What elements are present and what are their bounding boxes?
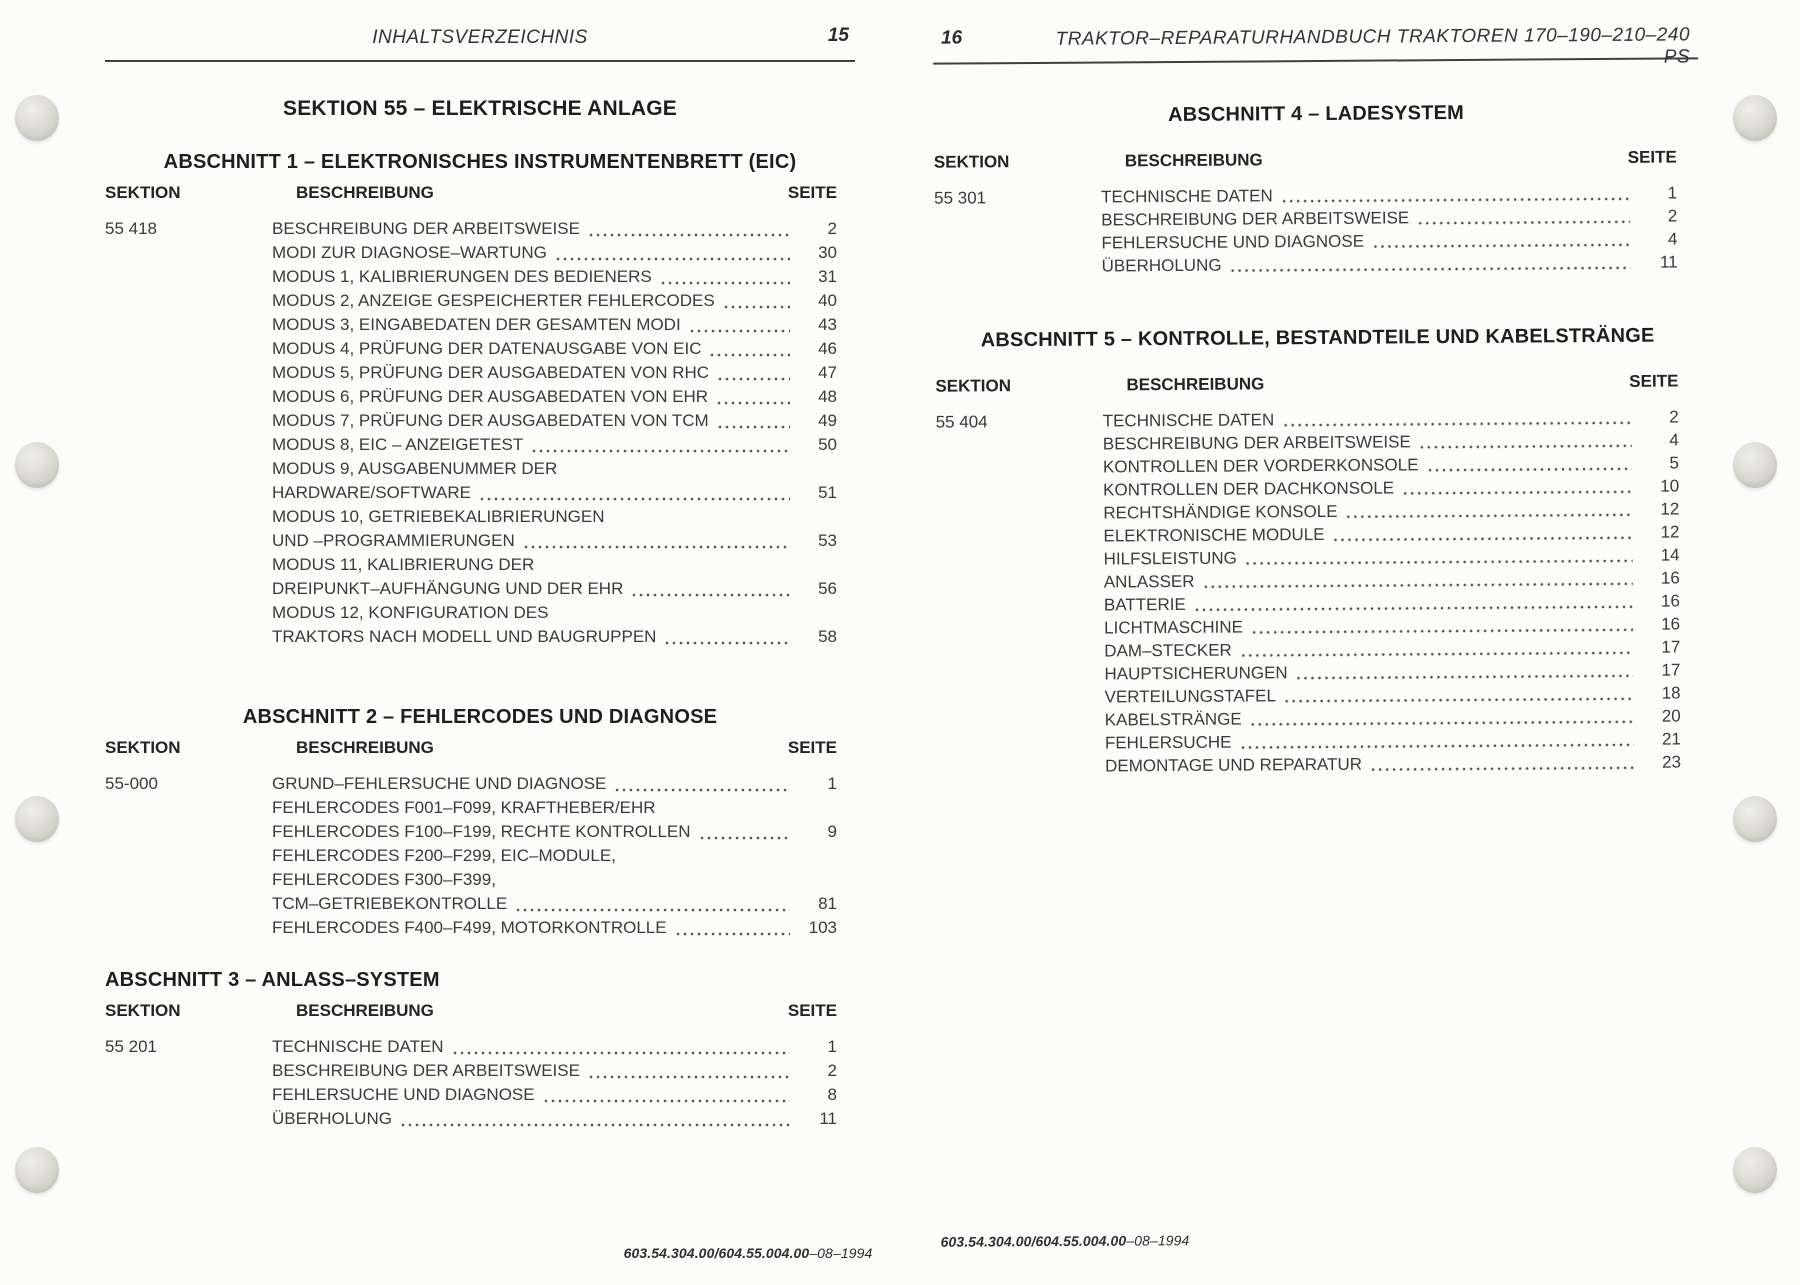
toc-row xyxy=(105,481,855,505)
toc-entry-text: GRUND–FEHLERSUCHE UND DIAGNOSE xyxy=(272,774,607,793)
column-header-beschreibung: BESCHREIBUNG xyxy=(1126,374,1265,395)
toc-entry-text: DEMONTAGE UND REPARATUR xyxy=(1105,754,1363,776)
dot-leader xyxy=(1195,604,1633,613)
toc-entry-text: KONTROLLEN DER VORDERKONSOLE xyxy=(1102,455,1419,477)
dot-leader xyxy=(544,1098,790,1104)
toc-entry-text: BESCHREIBUNG DER ARBEITSWEISE xyxy=(272,1061,580,1080)
toc-entry-text: LICHTMASCHINE xyxy=(1104,617,1244,638)
dot-leader xyxy=(717,400,790,406)
section-code: 55 301 xyxy=(934,188,987,208)
dot-leader xyxy=(1285,696,1634,704)
toc-entry-text: DAM–STECKER xyxy=(1104,640,1232,661)
column-header-beschreibung: BESCHREIBUNG xyxy=(296,738,434,757)
section-code xyxy=(936,518,1103,519)
toc-rows xyxy=(936,405,1704,778)
dot-leader xyxy=(1252,627,1633,636)
column-header-seite: SEITE xyxy=(1629,371,1679,391)
section-code xyxy=(936,496,1103,497)
column-header-sektion: SEKTION xyxy=(935,376,1012,396)
section-title: ABSCHNITT 1 – ELEKTRONISCHES INSTRUMENTENBRETT (EIC) xyxy=(163,151,797,173)
toc-section xyxy=(105,705,855,940)
dot-leader xyxy=(1334,535,1633,543)
toc-entry-text: FEHLERSUCHE UND DIAGNOSE xyxy=(1101,231,1365,253)
section-code xyxy=(938,725,1105,726)
toc-row xyxy=(105,289,855,313)
running-head: TRAKTOR–REPARATURHANDBUCH TRAKTOREN 170–190–210–240 PS xyxy=(1055,24,1691,68)
toc-row xyxy=(105,1083,855,1107)
dot-leader xyxy=(718,424,790,430)
dot-leader xyxy=(1251,719,1634,728)
page-header xyxy=(933,22,1698,68)
toc-entry-text: TECHNISCHE DATEN xyxy=(1101,186,1273,207)
toc-row xyxy=(105,577,855,601)
column-header-sektion: SEKTION xyxy=(933,152,1010,172)
toc-page-ref: 2 xyxy=(1667,206,1678,226)
toc-page-ref: 1 xyxy=(827,1037,837,1056)
toc-section xyxy=(105,968,855,1131)
toc-entry-text: MODUS 3, EINGABEDATEN DER GESAMTEN MODI xyxy=(272,315,681,334)
toc-page-ref: 2 xyxy=(827,219,837,238)
section-code: 55 418 xyxy=(105,219,157,238)
toc-entry-text: VERTEILUNGSTAFEL xyxy=(1104,686,1276,707)
toc-sections-right xyxy=(933,99,1703,778)
toc-page-ref: 16 xyxy=(1660,591,1680,611)
toc-row xyxy=(105,409,855,433)
toc-row xyxy=(105,385,855,409)
toc-page-ref: 8 xyxy=(827,1085,837,1104)
section-code xyxy=(938,748,1105,749)
toc-page-ref: 103 xyxy=(808,918,837,937)
toc-page-ref: 11 xyxy=(819,1109,837,1128)
toc-entry-text: KABELSTRÄNGE xyxy=(1104,709,1242,730)
dot-leader xyxy=(710,352,790,358)
toc-row xyxy=(105,868,855,892)
column-header-beschreibung: BESCHREIBUNG xyxy=(296,183,434,202)
section-code: 55 404 xyxy=(935,412,988,432)
toc-entry-text: FEHLERSUCHE xyxy=(1104,732,1232,753)
toc-entry-text: FEHLERCODES F400–F499, MOTORKONTROLLE xyxy=(272,918,667,937)
section-code xyxy=(936,473,1103,474)
toc-page-ref: 53 xyxy=(818,531,837,550)
column-header-sektion: SEKTION xyxy=(105,183,181,202)
column-headers xyxy=(105,738,855,758)
toc-rows xyxy=(105,1035,855,1131)
toc-entry-text: ÜBERHOLUNG xyxy=(1101,255,1222,276)
toc-entry-text: FEHLERCODES F300–F399, xyxy=(272,870,496,889)
column-header-beschreibung: BESCHREIBUNG xyxy=(1124,150,1263,171)
toc-row xyxy=(105,1035,855,1059)
toc-row xyxy=(105,796,855,820)
toc-entry-text: MODUS 8, EIC – ANZEIGETEST xyxy=(272,435,524,454)
toc-row xyxy=(105,1059,855,1083)
binder-hole-icon xyxy=(15,95,59,141)
page-number: 16 xyxy=(940,27,963,49)
section-code xyxy=(935,272,1102,273)
section-code xyxy=(937,656,1104,657)
dot-leader xyxy=(589,1074,790,1080)
toc-entry-text: HILFSLEISTUNG xyxy=(1103,548,1237,569)
dot-leader xyxy=(1246,558,1633,567)
toc-sections-left xyxy=(105,150,855,1131)
toc-entry-text: MODUS 10, GETRIEBEKALIBRIERUNGEN xyxy=(272,507,605,526)
column-headers xyxy=(105,183,855,203)
section-code xyxy=(938,771,1105,772)
toc-page-ref: 58 xyxy=(818,627,837,646)
column-headers xyxy=(105,1001,855,1021)
binder-hole-icon xyxy=(15,1147,59,1193)
dot-leader xyxy=(1204,581,1633,590)
toc-row xyxy=(105,844,855,868)
dot-leader xyxy=(532,448,790,454)
toc-section xyxy=(933,99,1699,278)
section-code xyxy=(937,610,1104,611)
binder-hole-icon xyxy=(1733,1147,1777,1193)
toc-page-ref: 16 xyxy=(1661,614,1681,634)
toc-page-ref: 5 xyxy=(1669,453,1680,473)
toc-entry-text: MODI ZUR DIAGNOSE–WARTUNG xyxy=(272,243,547,262)
toc-page-ref: 56 xyxy=(818,579,837,598)
section-code xyxy=(937,564,1104,565)
toc-page-ref: 2 xyxy=(827,1061,837,1080)
running-head: INHALTSVERZEICHNIS xyxy=(372,27,588,48)
dot-leader xyxy=(524,544,790,550)
catalog-number: 603.54.304.00/604.55.004.00 xyxy=(940,1232,1127,1250)
toc-entry-text: RECHTSHÄNDIGE KONSOLE xyxy=(1103,501,1338,523)
footer-date: –08–1994 xyxy=(1126,1232,1190,1249)
toc-row xyxy=(105,457,855,481)
toc-entry-text: ANLASSER xyxy=(1103,571,1195,592)
toc-entry-text: BESCHREIBUNG DER ARBEITSWEISE xyxy=(272,219,580,238)
column-headers xyxy=(935,371,1700,396)
page-16 xyxy=(933,22,1703,778)
page-number: 15 xyxy=(827,25,849,46)
toc-page-ref: 21 xyxy=(1661,729,1681,749)
toc-row xyxy=(105,265,855,289)
toc-entry-text: FEHLERSUCHE UND DIAGNOSE xyxy=(272,1085,535,1104)
toc-entry-text: TECHNISCHE DATEN xyxy=(1102,410,1275,431)
toc-section xyxy=(105,150,855,649)
toc-row xyxy=(105,337,855,361)
section-code xyxy=(938,702,1105,703)
column-header-seite: SEITE xyxy=(787,1001,837,1020)
toc-rows xyxy=(105,217,855,649)
column-headers xyxy=(934,147,1699,172)
toc-entry-text: BATTERIE xyxy=(1103,594,1186,615)
column-header-sektion: SEKTION xyxy=(105,738,181,757)
toc-entry-text: ELEKTRONISCHE MODULE xyxy=(1103,524,1325,546)
toc-entry-text: BESCHREIBUNG DER ARBEITSWEISE xyxy=(1101,208,1410,230)
section-title: ABSCHNITT 5 – KONTROLLE, BESTANDTEILE UND KABELSTRÄNGE xyxy=(980,324,1655,352)
toc-page-ref: 4 xyxy=(1667,229,1678,249)
column-header-sektion: SEKTION xyxy=(105,1001,181,1020)
dot-leader xyxy=(1282,196,1630,204)
toc-entry-text: ÜBERHOLUNG xyxy=(272,1109,392,1128)
dot-leader xyxy=(724,304,790,310)
toc-row xyxy=(105,1107,855,1131)
toc-row xyxy=(105,217,855,241)
toc-entry-text: FEHLERCODES F200–F299, EIC–MODULE, xyxy=(272,846,616,865)
toc-entry-text: HAUPTSICHERUNGEN xyxy=(1104,663,1288,684)
toc-entry-text: MODUS 6, PRÜFUNG DER AUSGABEDATEN VON EHR xyxy=(272,387,709,406)
dot-leader xyxy=(1231,265,1631,274)
dot-leader xyxy=(1373,242,1630,250)
toc-entry-text: MODUS 9, AUSGABENUMMER DER xyxy=(272,459,558,478)
toc-entry-text: MODUS 1, KALIBRIERUNGEN DES BEDIENERS xyxy=(272,267,652,286)
toc-section xyxy=(935,323,1703,778)
toc-page-ref: 81 xyxy=(818,894,837,913)
dot-leader xyxy=(589,232,790,238)
toc-page-ref: 40 xyxy=(818,291,837,310)
section-code xyxy=(937,679,1104,680)
toc-page-ref: 14 xyxy=(1660,545,1680,565)
toc-row xyxy=(105,361,855,385)
toc-rows xyxy=(934,181,1700,278)
toc-entry-text: UND –PROGRAMMIERUNGEN xyxy=(272,531,515,550)
toc-page-ref: 16 xyxy=(1660,568,1680,588)
dot-leader xyxy=(1371,765,1634,773)
binder-hole-icon xyxy=(15,442,59,488)
toc-page-ref: 20 xyxy=(1661,706,1681,726)
toc-page-ref: 4 xyxy=(1669,430,1679,450)
toc-page-ref: 18 xyxy=(1661,683,1681,703)
toc-entry-text: TRAKTORS NACH MODELL UND BAUGRUPPEN xyxy=(272,627,657,646)
toc-row xyxy=(105,433,855,457)
binder-hole-icon xyxy=(1733,95,1777,141)
column-header-beschreibung: BESCHREIBUNG xyxy=(296,1001,434,1020)
toc-entry-text: BESCHREIBUNG DER ARBEITSWEISE xyxy=(1102,432,1411,454)
dot-leader xyxy=(453,1050,790,1056)
toc-page-ref: 49 xyxy=(818,411,837,430)
dot-leader xyxy=(480,496,790,502)
toc-page-ref: 9 xyxy=(827,822,837,841)
dot-leader xyxy=(661,280,790,286)
dot-leader xyxy=(676,931,790,937)
section-code xyxy=(937,587,1104,588)
toc-page-ref: 1 xyxy=(1667,183,1678,203)
toc-page-ref: 12 xyxy=(1660,499,1680,519)
section-code xyxy=(936,450,1103,451)
toc-page-ref: 2 xyxy=(1669,407,1679,427)
toc-entry-text: DREIPUNKT–AUFHÄNGUNG UND DER EHR xyxy=(272,579,624,598)
toc-row xyxy=(938,750,1703,778)
toc-row xyxy=(105,916,855,940)
section-code xyxy=(937,541,1104,542)
toc-row xyxy=(935,250,1700,278)
toc-page-ref: 31 xyxy=(818,267,837,286)
dot-leader xyxy=(1347,512,1633,520)
toc-row xyxy=(105,241,855,265)
toc-page-ref: 50 xyxy=(818,435,837,454)
section-title: ABSCHNITT 3 – ANLASS–SYSTEM xyxy=(105,969,440,991)
dot-leader xyxy=(401,1122,790,1128)
toc-page-ref: 43 xyxy=(818,315,837,334)
binder-hole-icon xyxy=(1733,796,1777,842)
toc-row xyxy=(105,820,855,844)
dot-leader xyxy=(690,328,790,334)
footer-date: –08–1994 xyxy=(809,1245,873,1261)
section-title: ABSCHNITT 4 – LADESYSTEM xyxy=(1167,101,1465,127)
dot-leader xyxy=(718,376,790,382)
toc-row xyxy=(105,601,855,625)
toc-entry-text: TCM–GETRIEBEKONTROLLE xyxy=(272,894,508,913)
catalog-number: 603.54.304.00/604.55.004.00 xyxy=(623,1245,810,1261)
toc-page-ref: 46 xyxy=(818,339,837,358)
toc-page-ref: 11 xyxy=(1659,252,1678,272)
toc-entry-text: MODUS 2, ANZEIGE GESPEICHERTER FEHLERCODES xyxy=(272,291,715,310)
toc-page-ref: 30 xyxy=(818,243,837,262)
section-title: ABSCHNITT 2 – FEHLERCODES UND DIAGNOSE xyxy=(242,706,718,728)
dot-leader xyxy=(1418,219,1630,226)
dot-leader xyxy=(1241,742,1634,751)
dot-leader xyxy=(1241,650,1634,659)
dot-leader xyxy=(1297,673,1634,681)
toc-entry-text: MODUS 5, PRÜFUNG DER AUSGABEDATEN VON RHC xyxy=(272,363,710,382)
toc-rows xyxy=(105,772,855,940)
toc-entry-text: FEHLERCODES F100–F199, RECHTE KONTROLLEN xyxy=(272,822,691,841)
dot-leader xyxy=(1420,443,1632,450)
toc-row xyxy=(105,625,855,649)
dot-leader xyxy=(700,835,790,841)
binder-hole-icon xyxy=(1733,442,1777,488)
dot-leader xyxy=(1428,466,1633,473)
toc-entry-text: KONTROLLEN DER DACHKONSOLE xyxy=(1103,478,1395,500)
section-code xyxy=(937,633,1104,634)
toc-page-ref: 51 xyxy=(818,483,837,502)
dot-leader xyxy=(615,787,790,793)
toc-page-ref: 23 xyxy=(1662,752,1682,772)
toc-row xyxy=(105,892,855,916)
toc-row xyxy=(105,772,855,796)
toc-row xyxy=(105,553,855,577)
toc-entry-text: TECHNISCHE DATEN xyxy=(272,1037,444,1056)
toc-row xyxy=(105,313,855,337)
toc-page-ref: 47 xyxy=(818,363,837,382)
column-header-seite: SEITE xyxy=(1627,147,1677,167)
dot-leader xyxy=(632,592,790,598)
dot-leader xyxy=(665,640,790,646)
binder-hole-icon xyxy=(15,796,59,842)
toc-page-ref: 17 xyxy=(1661,637,1681,657)
section-code xyxy=(934,226,1101,227)
page-header xyxy=(105,25,855,62)
toc-page-ref: 12 xyxy=(1660,522,1680,542)
dot-leader xyxy=(1403,489,1632,497)
toc-page-ref: 48 xyxy=(818,387,837,406)
column-header-seite: SEITE xyxy=(787,183,837,202)
toc-entry-text: HARDWARE/SOFTWARE xyxy=(272,483,471,502)
section-code: 55 201 xyxy=(105,1037,157,1056)
toc-entry-text: FEHLERCODES F001–F099, KRAFTHEBER/EHR xyxy=(272,798,656,817)
column-header-seite: SEITE xyxy=(787,738,837,757)
toc-page-ref: 1 xyxy=(827,774,837,793)
toc-entry-text: MODUS 11, KALIBRIERUNG DER xyxy=(272,555,535,574)
dot-leader xyxy=(1283,420,1631,428)
toc-entry-text: MODUS 12, KONFIGURATION DES xyxy=(272,603,549,622)
toc-row xyxy=(105,505,855,529)
footer-right xyxy=(845,1232,1285,1251)
toc-entry-text: MODUS 7, PRÜFUNG DER AUSGABEDATEN VON TCM xyxy=(272,411,709,430)
page-15 xyxy=(105,25,855,1131)
toc-row xyxy=(105,529,855,553)
section-code xyxy=(934,249,1101,250)
dot-leader xyxy=(556,256,790,262)
main-title: SEKTION 55 – ELEKTRISCHE ANLAGE xyxy=(283,97,677,120)
toc-page-ref: 10 xyxy=(1660,476,1680,496)
section-code: 55-000 xyxy=(105,774,158,793)
toc-entry-text: MODUS 4, PRÜFUNG DER DATENAUSGABE VON EIC xyxy=(272,339,702,358)
dot-leader xyxy=(516,907,790,913)
toc-page-ref: 17 xyxy=(1661,660,1681,680)
